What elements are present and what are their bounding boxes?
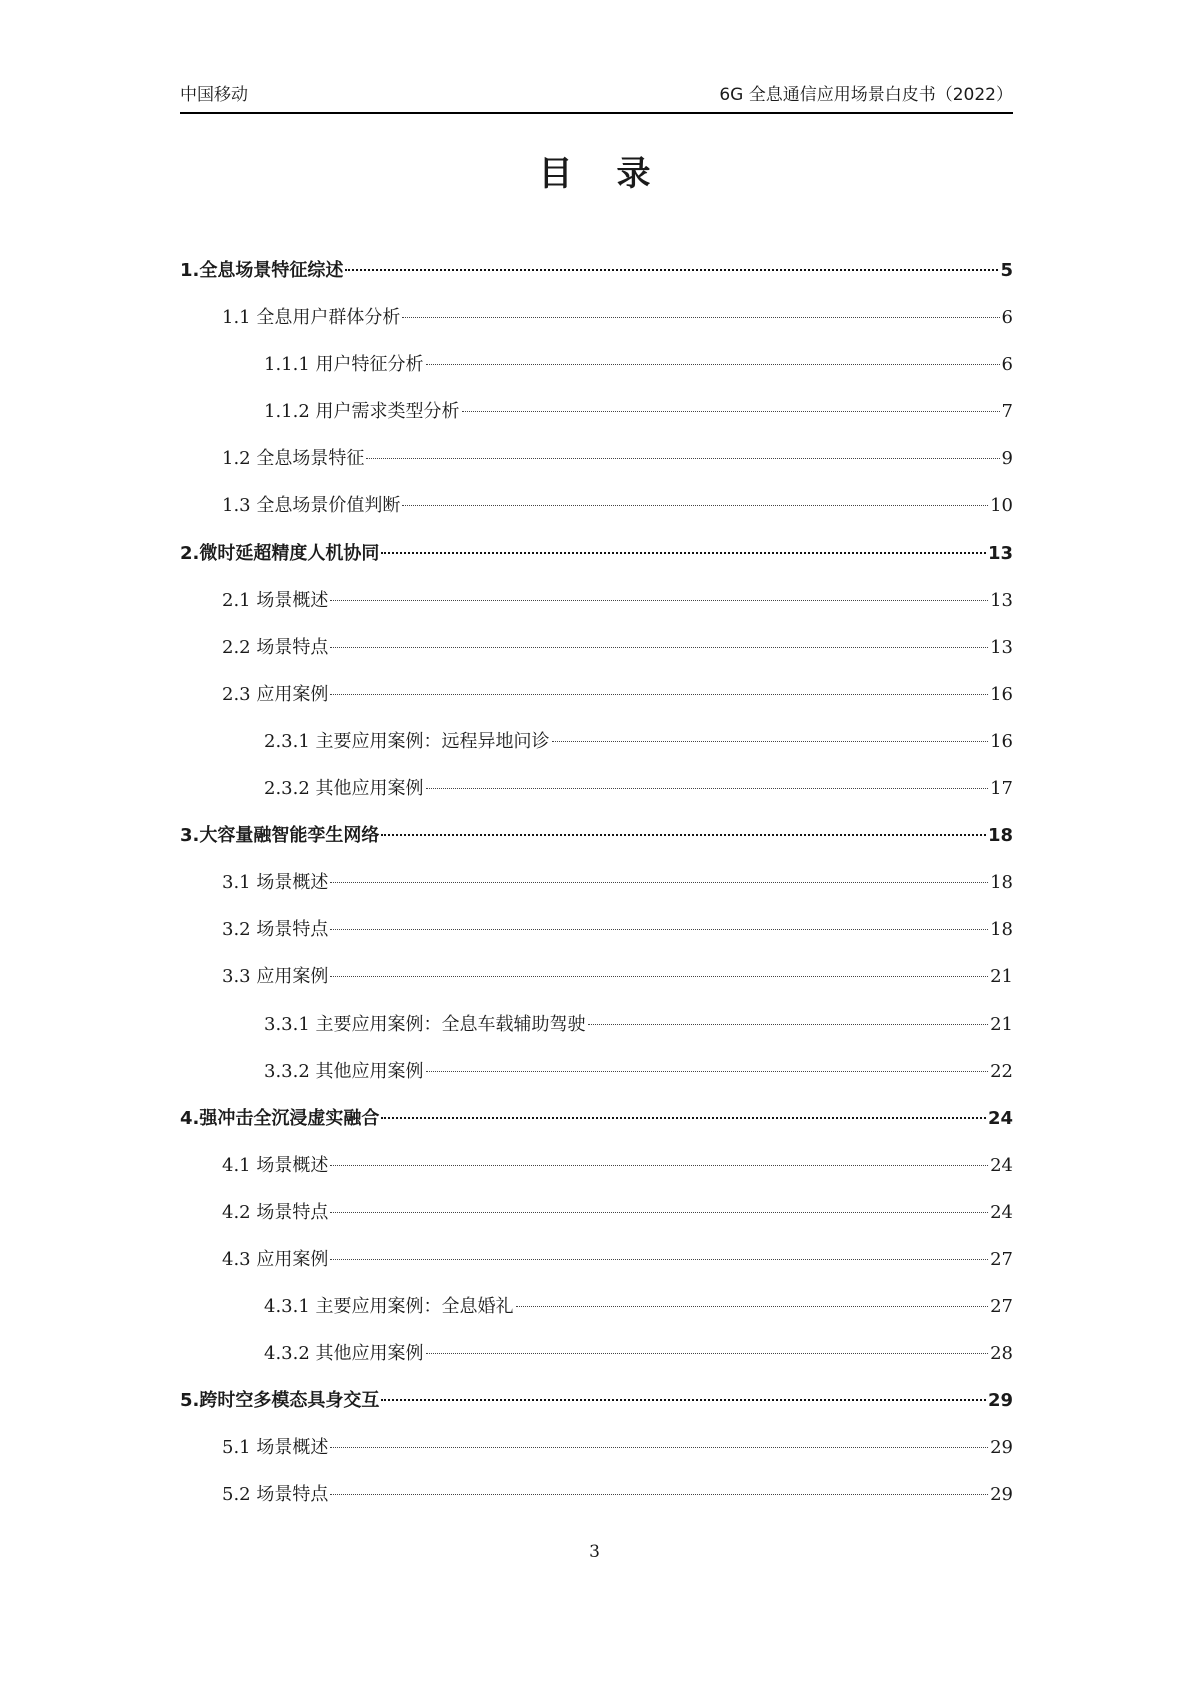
toc-entry-page: 24 xyxy=(990,1154,1013,1176)
dot-leader xyxy=(402,505,988,506)
dot-leader xyxy=(330,600,988,601)
toc-entry-page: 29 xyxy=(990,1437,1013,1459)
toc-entry[interactable] xyxy=(180,447,1013,494)
dot-leader xyxy=(426,1071,989,1072)
toc-entry-page: 17 xyxy=(990,778,1013,800)
header-organization: 中国移动 xyxy=(180,85,248,105)
toc-entry-label: 2.3 应用案例 xyxy=(222,683,329,705)
dot-leader xyxy=(330,1165,988,1166)
toc-entry-label: 1.3 全息场景价值判断 xyxy=(222,495,401,517)
toc-entry-label: 1.1 全息用户群体分析 xyxy=(222,307,401,329)
dot-leader xyxy=(381,834,986,836)
toc-entry[interactable] xyxy=(180,871,1013,918)
toc-entry[interactable] xyxy=(180,259,1013,306)
table-of-contents xyxy=(180,259,1013,1531)
toc-entry[interactable] xyxy=(180,1436,1013,1483)
toc-entry[interactable] xyxy=(180,306,1013,353)
toc-entry-page: 24 xyxy=(987,1107,1013,1129)
toc-entry-label: 4.强冲击全沉浸虚实融合 xyxy=(180,1107,380,1129)
toc-entry-label: 2.微时延超精度人机协同 xyxy=(180,542,380,564)
header-document-title: 6G 全息通信应用场景白皮书（2022） xyxy=(719,85,1013,105)
toc-entry-page: 6 xyxy=(1001,307,1013,329)
dot-leader xyxy=(588,1024,989,1025)
dot-leader xyxy=(426,788,989,789)
toc-entry-label: 4.3 应用案例 xyxy=(222,1248,329,1270)
dot-leader xyxy=(330,1259,988,1260)
toc-entry-label: 4.3.2 其他应用案例 xyxy=(264,1343,424,1365)
toc-entry[interactable] xyxy=(180,1107,1013,1154)
dot-leader xyxy=(381,552,986,554)
toc-entry[interactable] xyxy=(180,1248,1013,1295)
dot-leader xyxy=(426,1353,989,1354)
toc-entry-page: 21 xyxy=(990,966,1013,988)
toc-entry-page: 16 xyxy=(990,683,1013,705)
dot-leader xyxy=(462,411,1000,412)
toc-entry-label: 3.3 应用案例 xyxy=(222,966,329,988)
toc-entry-page: 18 xyxy=(990,872,1013,894)
toc-entry-label: 2.3.2 其他应用案例 xyxy=(264,778,424,800)
toc-entry[interactable] xyxy=(180,683,1013,730)
dot-leader xyxy=(330,647,988,648)
page-number: 3 xyxy=(589,1542,600,1562)
toc-entry-page: 27 xyxy=(990,1248,1013,1270)
toc-entry-page: 24 xyxy=(990,1201,1013,1223)
dot-leader xyxy=(345,269,998,271)
toc-entry-page: 22 xyxy=(990,1060,1013,1082)
dot-leader xyxy=(366,458,999,459)
dot-leader xyxy=(426,364,1000,365)
toc-entry-page: 5 xyxy=(1000,260,1013,281)
toc-entry-page: 6 xyxy=(1001,354,1013,376)
toc-entry[interactable] xyxy=(180,400,1013,447)
toc-entry[interactable] xyxy=(180,636,1013,683)
toc-entry-label: 4.1 场景概述 xyxy=(222,1154,329,1176)
toc-entry[interactable] xyxy=(180,1154,1013,1201)
toc-entry-page: 21 xyxy=(990,1013,1013,1035)
toc-entry-label: 3.2 场景特点 xyxy=(222,919,329,941)
toc-entry[interactable] xyxy=(180,777,1013,824)
dot-leader xyxy=(516,1306,989,1307)
toc-entry-page: 10 xyxy=(990,495,1013,517)
toc-entry-label: 3.大容量融智能孪生网络 xyxy=(180,825,380,847)
toc-entry-label: 4.3.1 主要应用案例：全息婚礼 xyxy=(264,1296,514,1318)
toc-entry-page: 18 xyxy=(987,825,1013,847)
toc-entry-page: 16 xyxy=(990,730,1013,752)
toc-entry-label: 1.1.1 用户特征分析 xyxy=(264,354,424,376)
toc-entry-label: 2.3.1 主要应用案例：远程异地问诊 xyxy=(264,730,550,752)
dot-leader xyxy=(552,741,989,742)
toc-entry[interactable] xyxy=(180,918,1013,965)
toc-entry[interactable] xyxy=(180,1389,1013,1436)
toc-entry-label: 3.3.2 其他应用案例 xyxy=(264,1060,424,1082)
dot-leader xyxy=(330,1494,988,1495)
toc-entry-label: 1.全息场景特征综述 xyxy=(180,260,344,281)
toc-entry-label: 5.1 场景概述 xyxy=(222,1437,329,1459)
toc-entry-label: 3.1 场景概述 xyxy=(222,872,329,894)
toc-entry[interactable] xyxy=(180,589,1013,636)
toc-entry-page: 13 xyxy=(990,636,1013,658)
dot-leader xyxy=(330,882,988,883)
dot-leader xyxy=(381,1117,986,1119)
toc-entry[interactable] xyxy=(180,824,1013,871)
toc-entry[interactable] xyxy=(180,494,1013,541)
toc-entry[interactable] xyxy=(180,730,1013,777)
toc-entry-label: 2.1 场景概述 xyxy=(222,589,329,611)
dot-leader xyxy=(330,1212,988,1213)
running-header xyxy=(180,84,1013,114)
toc-entry[interactable] xyxy=(180,1060,1013,1107)
toc-entry[interactable] xyxy=(180,965,1013,1012)
dot-leader xyxy=(330,694,988,695)
toc-entry-page: 18 xyxy=(990,919,1013,941)
dot-leader xyxy=(330,1447,988,1448)
toc-entry[interactable] xyxy=(180,1201,1013,1248)
dot-leader xyxy=(402,317,999,318)
toc-entry-page: 28 xyxy=(990,1343,1013,1365)
toc-entry-label: 5.跨时空多模态具身交互 xyxy=(180,1390,380,1412)
toc-entry[interactable] xyxy=(180,1483,1013,1530)
toc-entry-label: 5.2 场景特点 xyxy=(222,1484,329,1506)
toc-entry-label: 4.2 场景特点 xyxy=(222,1201,329,1223)
toc-entry[interactable] xyxy=(180,542,1013,589)
toc-entry-label: 1.1.2 用户需求类型分析 xyxy=(264,401,460,423)
toc-entry-page: 29 xyxy=(990,1484,1013,1506)
toc-entry[interactable] xyxy=(180,1295,1013,1342)
toc-entry-label: 3.3.1 主要应用案例：全息车载辅助驾驶 xyxy=(264,1013,586,1035)
toc-entry-page: 27 xyxy=(990,1296,1013,1318)
toc-entry[interactable] xyxy=(180,1342,1013,1389)
toc-entry-page: 29 xyxy=(987,1390,1013,1412)
toc-entry-label: 2.2 场景特点 xyxy=(222,636,329,658)
toc-entry-label: 1.2 全息场景特征 xyxy=(222,448,365,470)
dot-leader xyxy=(330,976,988,977)
toc-entry-page: 9 xyxy=(1001,448,1013,470)
dot-leader xyxy=(381,1399,986,1401)
toc-entry[interactable] xyxy=(180,1013,1013,1060)
toc-entry-page: 13 xyxy=(987,542,1013,564)
toc-entry[interactable] xyxy=(180,353,1013,400)
page-title: 目录 xyxy=(538,154,695,194)
dot-leader xyxy=(330,929,988,930)
toc-entry-page: 13 xyxy=(990,589,1013,611)
toc-entry-page: 7 xyxy=(1001,401,1013,423)
